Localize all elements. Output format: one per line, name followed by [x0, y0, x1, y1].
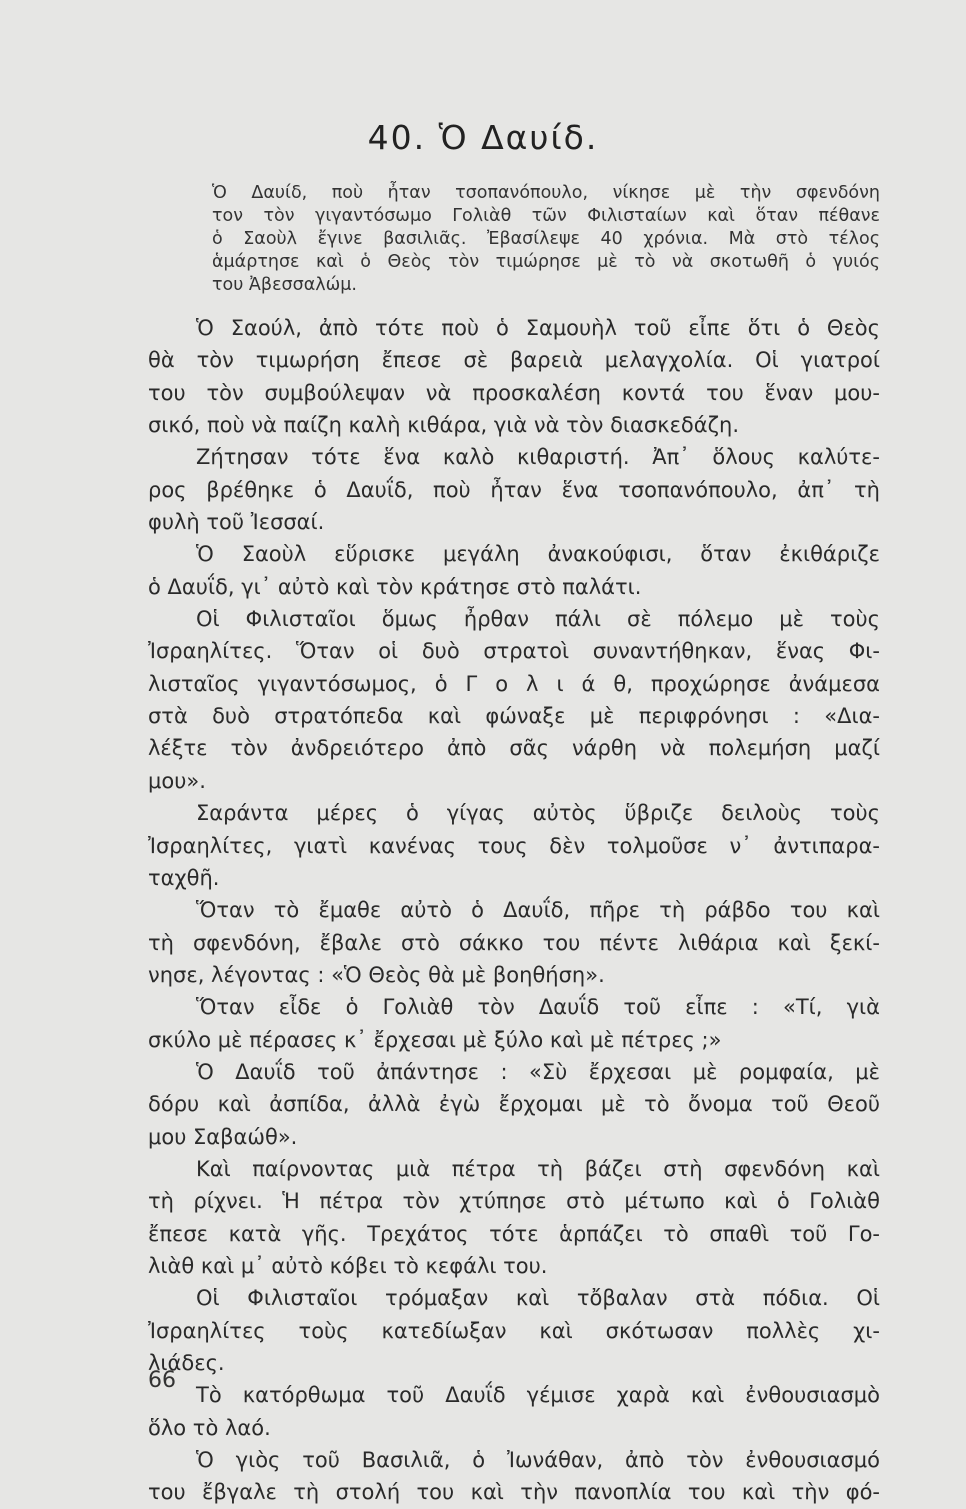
intro-line: Ὁ Δαυίδ, ποὺ ἦταν τσοπανόπουλο, νίκησε μὲ τὴν σφενδόνη: [212, 183, 880, 203]
text-line: σκύλο μὲ πέρασες κ᾽ ἔρχεσαι μὲ ξύλο καὶ μὲ πέτρες ;»: [148, 1027, 722, 1052]
text-line: ἔπεσε κατὰ γῆς. Τρεχάτος τότε ἁρπάζει τὸ σπαθὶ τοῦ Γο-: [148, 1221, 880, 1246]
text-line: Σαράντα μέρες ὁ γίγας αὐτὸς ὕβριζε δειλοὺς τοὺς: [196, 801, 880, 826]
text-line: ὅλο τὸ λαό.: [148, 1415, 271, 1440]
text-line: Ὅταν τὸ ἔμαθε αὐτὸ ὁ Δαυΐδ, πῆρε τὴ ράβδο του καὶ: [196, 898, 880, 923]
text-line: Ὁ Δαυΐδ τοῦ ἀπάντησε : «Σὺ ἔρχεσαι μὲ ρομφαία, μὲ: [196, 1059, 880, 1084]
text-line: λιὰθ καὶ μ᾽ αὐτὸ κόβει τὸ κεφάλι του.: [148, 1253, 548, 1278]
text-line: Καὶ παίρνοντας μιὰ πέτρα τὴ βάζει στὴ σφενδόνη καὶ: [196, 1156, 880, 1181]
text-line: δόρυ καὶ ἀσπίδα, ἀλλὰ ἐγὼ ἔρχομαι μὲ τὸ ὄνομα τοῦ Θεοῦ: [148, 1092, 880, 1117]
chapter-title: 40. Ὁ Δαυίδ.: [367, 118, 599, 157]
intro-line: τον τὸν γιγαντόσωμο Γολιὰθ τῶν Φιλισταίων καὶ ὅταν πέθανε: [212, 206, 880, 226]
text-line: νησε, λέγοντας : «Ὁ Θεὸς θὰ μὲ βοηθήση».: [148, 962, 605, 987]
text-line: Ζήτησαν τότε ἕνα καλὸ κιθαριστή. Ἀπ᾽ ὅλους καλύτε-: [196, 445, 880, 470]
text-line: λέξτε τὸν ἀνδρειότερο ἀπὸ σᾶς νάρθη νὰ πολεμήση μαζί: [148, 736, 880, 761]
text-line: Τὸ κατόρθωμα τοῦ Δαυΐδ γέμισε χαρὰ καὶ ἐνθουσιασμὸ: [196, 1383, 880, 1408]
text-line: Οἱ Φιλισταῖοι τρόμαξαν καὶ τὄβαλαν στὰ πόδια. Οἱ: [196, 1286, 880, 1311]
text-line: Ἰσραηλίτες, γιατὶ κανένας τους δὲν τολμοῦσε ν᾽ ἀντιπαρα-: [148, 833, 880, 858]
intro-line: του Ἀβεσσαλώμ.: [212, 275, 357, 295]
intro-summary: [212, 182, 880, 297]
text-line: Ὁ γιὸς τοῦ Βασιλιᾶ, ὁ Ἰωνάθαν, ἀπὸ τὸν ἐνθουσιασμό: [196, 1448, 880, 1473]
text-line: Ὁ Σαοὺλ εὕρισκε μεγάλη ἀνακούφισι, ὅταν ἐκιθάριζε: [196, 542, 880, 567]
text-line: λισταῖος γιγαντόσωμος, ὁ Γ ο λ ι ά θ, προχώρησε ἀνάμεσα: [148, 671, 880, 696]
text-line: στὰ δυὸ στρατόπεδα καὶ φώναξε μὲ περιφρόνησι : «Δια-: [148, 704, 880, 729]
text-line: ταχθῆ.: [148, 865, 220, 890]
text-line: τὴ ρίχνει. Ἡ πέτρα τὸν χτύπησε στὸ μέτωπο καὶ ὁ Γολιὰθ: [148, 1189, 880, 1214]
text-line: Οἱ Φιλισταῖοι ὅμως ἦρθαν πάλι σὲ πόλεμο μὲ τοὺς: [196, 607, 880, 632]
text-line: ὁ Δαυΐδ, γι᾽ αὐτὸ καὶ τὸν κράτησε στὸ παλάτι.: [148, 574, 642, 599]
page-number: 66: [148, 1368, 176, 1393]
text-line: Ὁ Σαούλ, ἀπὸ τότε ποὺ ὁ Σαμουὴλ τοῦ εἶπε ὅτι ὁ Θεὸς: [196, 316, 880, 340]
text-line: Ἰσραηλίτες. Ὅταν οἱ δυὸ στρατοὶ συναντήθηκαν, ἕνας Φι-: [148, 639, 880, 664]
intro-line: ἁμάρτησε καὶ ὁ Θεὸς τὸν τιμώρησε μὲ τὸ νὰ σκοτωθῆ ὁ γυιός: [212, 252, 880, 272]
text-line: του τὸν συμβούλεψαν νὰ προσκαλέση κοντά του ἕναν μου-: [148, 380, 880, 405]
text-line: μου Σαβαώθ».: [148, 1124, 298, 1149]
text-line: θὰ τὸν τιμωρήση ἔπεσε σὲ βαρειὰ μελαγχολία. Οἱ γιατροί: [148, 348, 880, 373]
text-line: ρος βρέθηκε ὁ Δαυΐδ, ποὺ ἦταν ἕνα τσοπανόπουλο, ἀπ᾽ τὴ: [148, 477, 880, 502]
body-text: [148, 312, 880, 1509]
text-line: Ὅταν εἶδε ὁ Γολιὰθ τὸν Δαυΐδ τοῦ εἶπε : «Τί, γιὰ: [196, 995, 880, 1020]
text-line: λιάδες.: [148, 1351, 225, 1375]
text-line: φυλὴ τοῦ Ἰεσσαί.: [148, 510, 325, 535]
text-line: του ἔβγαλε τὴ στολή του καὶ τὴν πανοπλία του καὶ τὴν φό-: [148, 1480, 880, 1505]
text-line: σικό, ποὺ νὰ παίζη καλὴ κιθάρα, γιὰ νὰ τὸν διασκεδάζη.: [148, 413, 740, 438]
text-line: μου».: [148, 768, 206, 793]
text-line: Ἰσραηλίτες τοὺς κατεδίωξαν καὶ σκότωσαν πολλὲς χι-: [148, 1318, 880, 1343]
text-line: τὴ σφενδόνη, ἔβαλε στὸ σάκκο του πέντε λιθάρια καὶ ξεκί-: [148, 930, 880, 955]
intro-line: ὁ Σαοὺλ ἔγινε βασιλιᾶς. Ἐβασίλεψε 40 χρόνια. Μὰ στὸ τέλος: [212, 229, 880, 249]
